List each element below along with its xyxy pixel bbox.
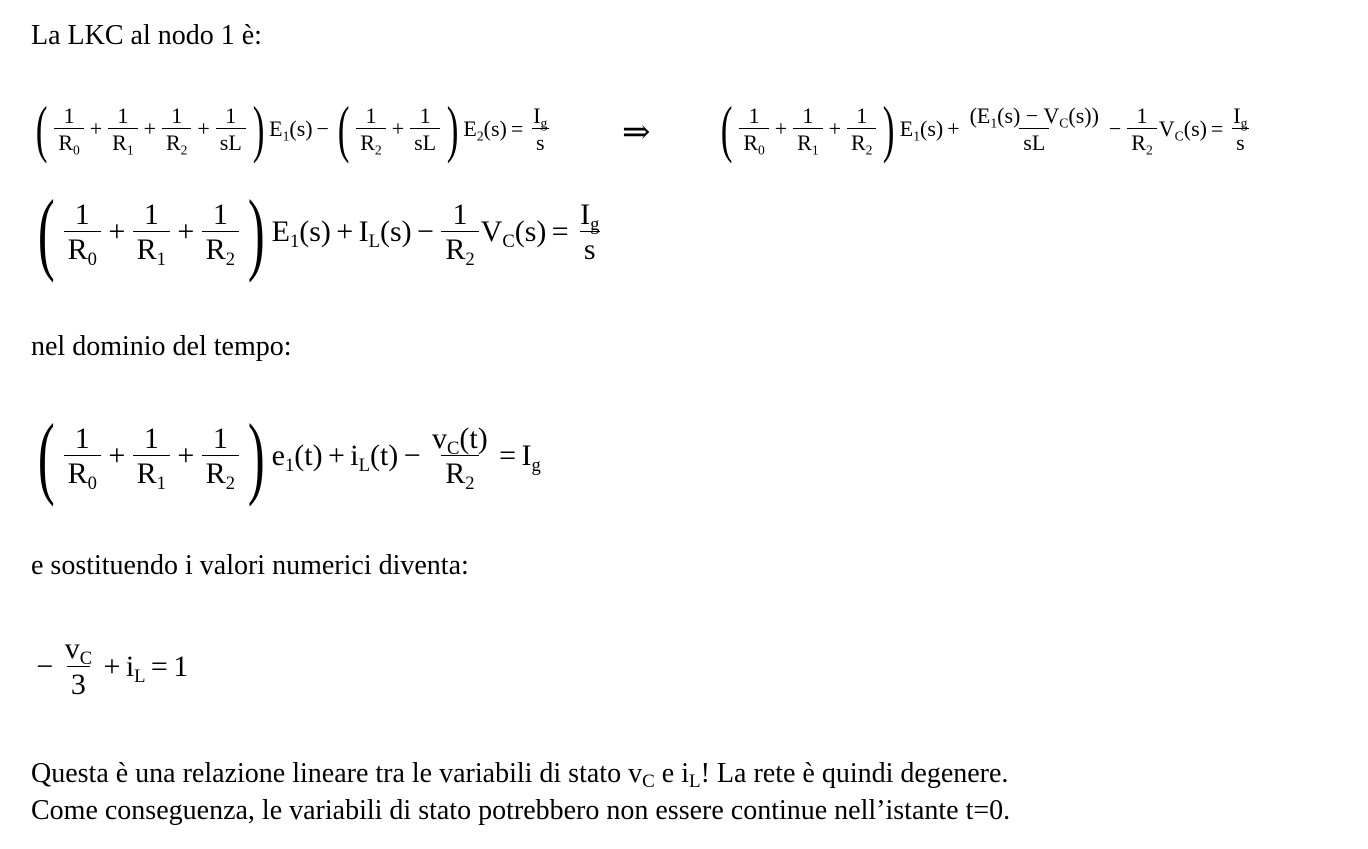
heading-text: La LKC al nodo 1 è: [31,20,262,51]
kcl-equation-substituted: ( $\frac{1}{R_0}$ + $\frac{1}{R_1}$ + $\frac{1}{R_2}$ ) $E_1(s)$ + $\frac{(E_1(s) - V_C(s))}{sL}$ − $\frac{1}{R_2}$ $V_C(s)$ = $\frac{I_g}{s}$ [720,93,1248,164]
kcl-equation-with-inductor-current: ( $\frac{1}{R_0}$ + $\frac{1}{R_1}$ + $\frac{1}{R_2}$ ) $E_1(s)$ + $I_L(s)$ − $\frac{1}{R_2}$ $V_C(s)$ = $\frac{I_g}{s}$ [37,181,600,283]
time-domain-label: nel dominio del tempo: [31,331,292,362]
conclusion-line-2: Come conseguenza, le variabili di stato potrebbero non essere continue nell’istante t=0. [31,795,1011,826]
numeric-values-label: e sostituendo i valori numerici diventa: [31,550,469,581]
conclusion-line-1: Questa è una relazione lineare tra le variabili di stato $v_C$ e $i_L$! La rete è quindi degenere. [31,758,1009,792]
state-variable-relation: − $\frac{v_C}{3}$ + $i_L$ = 1 [36,632,189,701]
kcl-equation-time-domain: ( $\frac{1}{R_0}$ + $\frac{1}{R_1}$ + $\frac{1}{R_2}$ ) $e_1(t)$ + $i_L(t)$ − $\frac{v_C(t)}{R_2}$ = $I_g$ [37,405,541,507]
implies-symbol: ⇒ [622,114,651,151]
kcl-equation-s-domain: ( $\frac{1}{R_0}$ + $\frac{1}{R_1}$ + $\frac{1}{R_2}$ + $\frac{1}{sL}$ ) $E_1(s)$ − ( $\frac{1}{R_2}$ + $\frac{1}{sL}$ ) $E_2(s)$ = $\frac{I_g}{s}$ [35,93,548,164]
